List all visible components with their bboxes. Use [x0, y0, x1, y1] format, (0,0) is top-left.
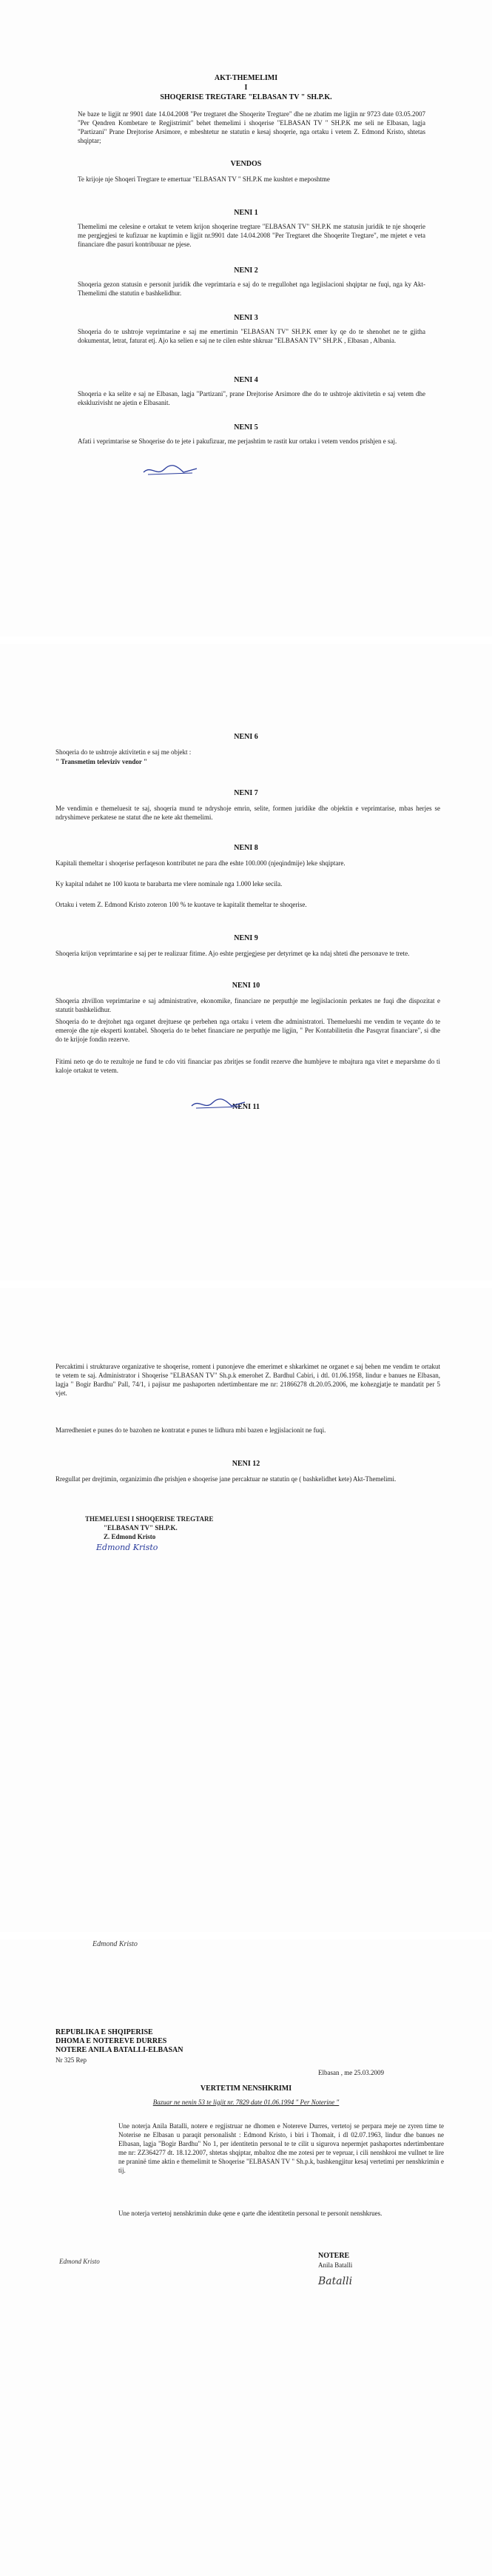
neni-8-text-1: Kapitali themeltar i shoqerise perfaqeson kontributet ne para dhe eshte 100.000 (njeqindmije) leke shqiptare. [55, 859, 346, 867]
page-3 [0, 1288, 492, 1932]
signature-page-2 [189, 1096, 248, 1112]
dhoma-line: DHOMA E NOTEREVE DURRES [55, 2037, 167, 2045]
founder-line-1: THEMELUESI I SHOQERISE TREGTARE [85, 1515, 214, 1523]
neni-10-text-1: Shoqeria zhvillon veprimtarine e saj administrative, ekonomike, financiare ne perputhje me legjislacionin perkates ne fuqi dhe dispozitat e statutit bashkelidhur. [55, 997, 440, 1013]
title-i: I [244, 84, 248, 92]
vertetim-body-1: Une noterja Anila Batalli, notere e regjistruar ne dhomen e Notereve Durres, vertetoj se perpara meje ne zyren time te Noterise ne Elbasan u paraqit personalisht : Edmond Kristo, i biri i Thomait, i dl 02.07.1963, lindur dhe banues ne Elbasan, lagja "Bogir Bardhu" No 1, per identitetin personal te te cilit u sigurova nepermjet pashaportes ndertimbentare me nr: ZZ364277 dt. 18.12.2007, shtetas shqiptar, mbaltoz dhe me zotesi per te vepruar, i cili nenshkroi me vullnet te lire ne praninë time aktin e themelimit te Shoqerise "ELBASAN TV " Sh.p.k, bashkengjitur kesaj vertetimi per nenshkrimin e tij. [118, 2122, 444, 2174]
vertetim-title: VERTETIM NENSHKRIMI [200, 2084, 292, 2093]
signature-page-1 [141, 462, 200, 478]
neni-2-text: Shoqeria gezon statusin e personit juridik dhe veprimtaria e saj do te rregullohet nga legjislacioni shqiptar ne fuqi, nga ky Akt-Themelimi dhe statutin e bashkelidhur. [78, 281, 425, 297]
neni-1-title: NENI 1 [234, 209, 258, 217]
neni-5-title: NENI 5 [234, 423, 258, 432]
left-margin-signature: Edmond Kristo [59, 2258, 100, 2265]
neni-4-text: Shoqeria e ka selite e saj ne Elbasan, lagja "Partizani", prane Drejtorise Arsimore dhe do te ushtroje aktivitetin e saj vetem dhe ekskluzivisht ne ajetin e Elbasanit. [78, 390, 425, 406]
notere-label: NOTERE [318, 2252, 350, 2260]
intro-text: Ne baze te ligjit nr 9901 date 14.04.2008 "Per tregtaret dhe Shoqerite Tregtare" dhe ne zbatim me ligjin nr 9723 date 03.05.2007 "Per Qendren Kombetare te Regjistrimit" behet themelimi i shoqerise "ELBASAN TV " SH.P.K me seli ne Elbasan, lagja "Partizani" Prane Drejtorise Arsimore, e mbeshtetur ne statutin e kesaj shoqerie, nga ortaku i vetem Z. Edmond Kristo, shtetas shqiptar; [78, 110, 425, 144]
vendos-heading: VENDOS [230, 160, 262, 168]
neni-7-title: NENI 7 [234, 789, 258, 797]
notere-signature: Batalli [318, 2275, 353, 2287]
founder-line-3: Z. Edmond Kristo [104, 1533, 156, 1540]
notere-office-line: NOTERE ANILA BATALLI-ELBASAN [55, 2046, 183, 2054]
neni-8-text-3: Ortaku i vetem Z. Edmond Kristo zoteron 100 % te kuotave te kapitalit themeltar te shoqerise. [55, 901, 307, 908]
vertetim-body-2: Une noterja vertetoj nenshkrimin duke qene e qarte dhe identitetin personal te personit nenshkrues. [118, 2210, 383, 2217]
founder-signature: Edmond Kristo [96, 1543, 158, 1552]
page-2 [0, 644, 492, 1281]
neni-4-title: NENI 4 [234, 376, 258, 384]
neni-12-title: NENI 12 [232, 1460, 260, 1468]
neni-8-title: NENI 8 [234, 844, 258, 852]
top-signature-residue: Edmond Kristo [92, 1940, 138, 1948]
neni-7-text: Me vendimin e themeluesit te saj, shoqeria mund te ndryshoje emrin, selite, formen juridike dhe objektin e veprimtarise, mbas herjes se ndryshimeve perkatese ne statut dhe ne kete akt themelimi. [55, 805, 440, 821]
title-akt: AKT-THEMELIMI [214, 74, 278, 82]
republika-line: REPUBLIKA E SHQIPERISE [55, 2028, 153, 2036]
founder-line-2: "ELBASAN TV" SH.P.K. [104, 1524, 178, 1532]
neni-9-title: NENI 9 [234, 934, 258, 942]
neni-11-text: Percaktimi i strukturave organizative te shoqerise, roment i punonjeve dhe emerimet e shkarkimet ne organet e saj behen me vendim te ortakut te vetem te saj. Administrator i Shoqerise "ELBASAN TV" Sh.p.k emerohet Z. Bardhul Cabiri, i dtl. 01.06.1958, lindur e banues ne Elbasan, lagja " Bogir Bardhu" Pall, 74/1, i pajisur me pashaporten ndertimbentare me nr: 21866278 dt.20.05.2006, me kohezgjatje te mandatit per 5 vjet. [55, 1363, 440, 1397]
page-4 [0, 1939, 492, 2576]
neni-2-title: NENI 2 [234, 266, 258, 275]
neni-10-title: NENI 10 [232, 982, 260, 990]
vendos-text: Te krijoje nje Shoqeri Tregtare te emertuar "ELBASAN TV " SH.P.K me kushtet e meposhtme [78, 175, 330, 183]
neni-1-text: Themelimi me celesine e ortakut te vetem krijon shoqerine tregtare "ELBASAN TV" SH.P.K me statusin juridik te nje shoqerie me pergjegjesi te kufizuar ne kuptimin e ligjit nr.9901 date 14.04.2008 "Per Tregtaret dhe Shoqerite Tregtare", me mjetet e veta financiare dhe pasuri kontribuuar ne pjese. [78, 223, 425, 248]
title-shoqeria: SHOQERISE TREGTARE "ELBASAN TV " SH.P.K. [160, 93, 332, 101]
neni-6-title: NENI 6 [234, 733, 258, 741]
neni-10-text-3: Fitimi neto qe do te rezultoje ne fund te cdo viti financiar pas zbritjes se fondit rezerve dhe humbjeve te mbajtura nga vitet e meparshme do ti kaloje ortakut te vetem. [55, 1058, 440, 1074]
neni-9-text: Shoqeria krijon veprimtarine e saj per te realizuar fitime. Ajo eshte pergjegjese per detyrimet qe ka ndaj shteti dhe personave te trete. [55, 950, 410, 957]
vertetim-subtitle: Bazuar ne nenin 53 te ligjit nr. 7829 date 01.06.1994 " Per Noterine " [152, 2099, 340, 2106]
neni-8-text-2: Ky kapital ndahet ne 100 kuota te barabarta me vlere nominale nga 1.000 leke secila. [55, 880, 283, 888]
neni-6-object: " Transmetim televiziv vendor " [55, 758, 147, 765]
place-date: Elbasan , me 25.03.2009 [318, 2069, 384, 2076]
neni-5-text: Afati i veprimtarise se Shoqerise do te jete i pakufizuar, me perjashtim te rastit kur ortaku i vetem vendos prishjen e saj. [78, 437, 397, 445]
neni-11-text-2: Marredheniet e punes do te bazohen ne kontratat e punes te lidhura mbi bazen e legjislacionit ne fuqi. [55, 1426, 326, 1434]
neni-3-title: NENI 3 [234, 314, 258, 322]
register-number: Nr 325 Rep [55, 2056, 87, 2064]
neni-11-title: NENI 11 [232, 1103, 260, 1111]
neni-6-text: Shoqeria do te ushtroje aktivitetin e saj me objekt : [55, 748, 192, 756]
neni-3-text: Shoqeria do te ushtroje veprimtarine e saj me emertimin "ELBASAN TV" SH.P.K emer ky qe do te shenohet ne te gjitha dokumentat, letrat, faturat etj. Ajo ka selien e saj ne te cilen eshte shkruar "ELBASAN TV" SH.P.K , Elbasan , Albania. [78, 328, 425, 344]
page-1 [0, 0, 492, 637]
neni-12-text: Rregullat per drejtimin, organizimin dhe prishjen e shoqerise jane percaktuar ne statutin qe ( bashkelidhet kete) Akt-Themelimi. [55, 1475, 397, 1483]
notere-name: Anila Batalli [318, 2261, 353, 2269]
neni-10-text-2: Shoqeria do te drejtohet nga organet drejtuese qe perbehen nga ortaku i vetem dhe administratori. Themelueshi me vendim te veçante do te emeroje dhe nje eksperti kontabel. Shoqeria do te behet financiare ne perputhje me ligjin, " Per Kontabilitetin dhe Pasqyrat financiare", si dhe do te krijoje fondin rezerve. [55, 1018, 440, 1043]
